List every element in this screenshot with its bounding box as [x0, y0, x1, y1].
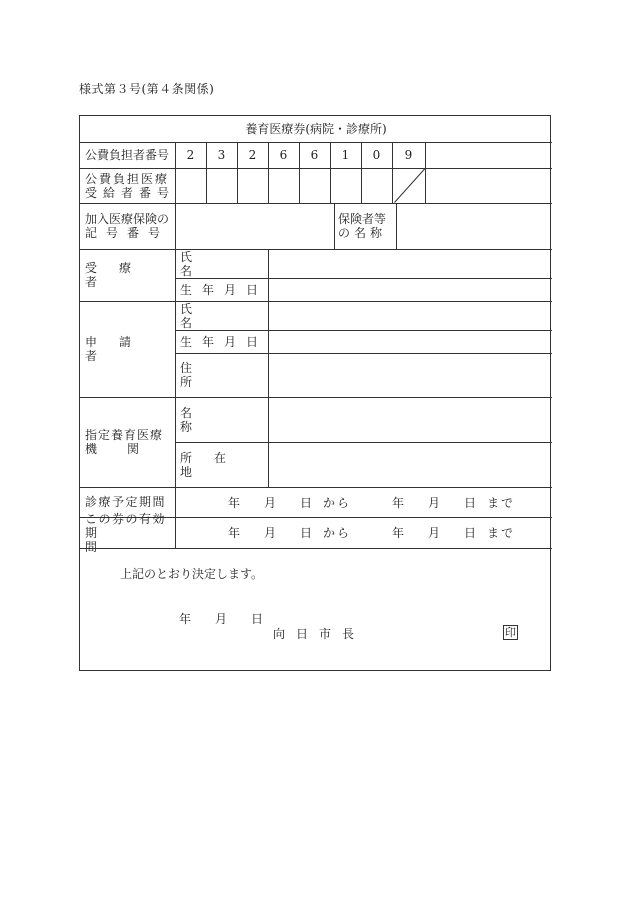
date-part: 月	[264, 526, 277, 540]
recipient-number-label	[80, 168, 175, 203]
decision-date-part: 年	[179, 612, 192, 626]
payer-digit: 6	[279, 148, 288, 162]
date-part: まで	[487, 496, 516, 510]
date-part: 日	[300, 526, 313, 540]
patient-label: 受療者	[85, 261, 154, 289]
recipient-number-label-line2: 受給者番号	[85, 185, 176, 200]
date-part: 月	[264, 496, 277, 510]
institution-location-label: 所在地	[180, 450, 249, 479]
issuer-name: 向日市長	[273, 627, 366, 641]
insurance-number-label	[80, 203, 175, 249]
applicant-dob-label: 生年月日	[180, 334, 269, 349]
payer-digit: 2	[248, 148, 257, 162]
institution-name-label: 名称	[180, 405, 255, 434]
form-title: 養育医療券(病院・診療所)	[245, 122, 387, 136]
patient-dob-label: 生年月日	[180, 282, 269, 297]
payer-digit: 0	[372, 148, 381, 162]
void-slash	[394, 168, 426, 203]
date-part: から	[323, 526, 352, 540]
patient-name-label: 氏名	[180, 249, 255, 278]
date-part: 日	[464, 496, 477, 510]
insurer-label-line2: の名称	[338, 226, 387, 240]
date-part: 年	[392, 496, 405, 510]
date-part: 年	[228, 526, 241, 540]
payer-digit: 6	[310, 148, 319, 162]
validity-period-label	[80, 511, 175, 554]
date-part: 日	[464, 526, 477, 540]
decision-date-part: 月	[215, 612, 228, 626]
validity-label-line2: 期間	[85, 525, 155, 554]
scheduled-period-label: 診療予定期間	[85, 495, 167, 509]
medical-voucher-form	[79, 115, 551, 671]
applicant-name-label: 氏名	[180, 301, 255, 330]
date-part: 月	[428, 526, 441, 540]
payer-digit: 9	[404, 148, 413, 162]
insurance-label-line2: 記号番号	[85, 226, 170, 240]
recipient-number-label-line1: 公費負担医療	[85, 171, 170, 186]
decision-date-part: 日	[251, 612, 264, 626]
payer-digit: 2	[186, 148, 195, 162]
date-part: 年	[392, 526, 405, 540]
payer-digit: 3	[217, 148, 226, 162]
seal-box: 印	[505, 626, 516, 639]
date-part: 月	[428, 496, 441, 510]
validity-label-line1: この券の有効	[85, 511, 167, 526]
insurance-label-line1: 加入医療保険の	[85, 212, 170, 226]
form-number: 様式第３号(第４条関係)	[79, 82, 215, 96]
applicant-label: 申請者	[85, 335, 154, 363]
institution-label	[80, 397, 175, 487]
date-part: から	[323, 496, 352, 510]
insurer-label-line1: 保険者等	[338, 212, 387, 226]
insurer-name-label	[334, 203, 396, 249]
date-part: 日	[300, 496, 313, 510]
decision-statement: 上記のとおり決定します。	[120, 567, 264, 581]
institution-label-line2: 機関	[85, 442, 170, 456]
institution-label-line1: 指定養育医療	[85, 428, 164, 442]
date-part: 年	[228, 496, 241, 510]
date-part: まで	[487, 526, 516, 540]
applicant-address-label: 住所	[180, 361, 255, 389]
payer-digit: 1	[341, 148, 350, 162]
payer-number-label: 公費負担者番号	[85, 148, 170, 162]
